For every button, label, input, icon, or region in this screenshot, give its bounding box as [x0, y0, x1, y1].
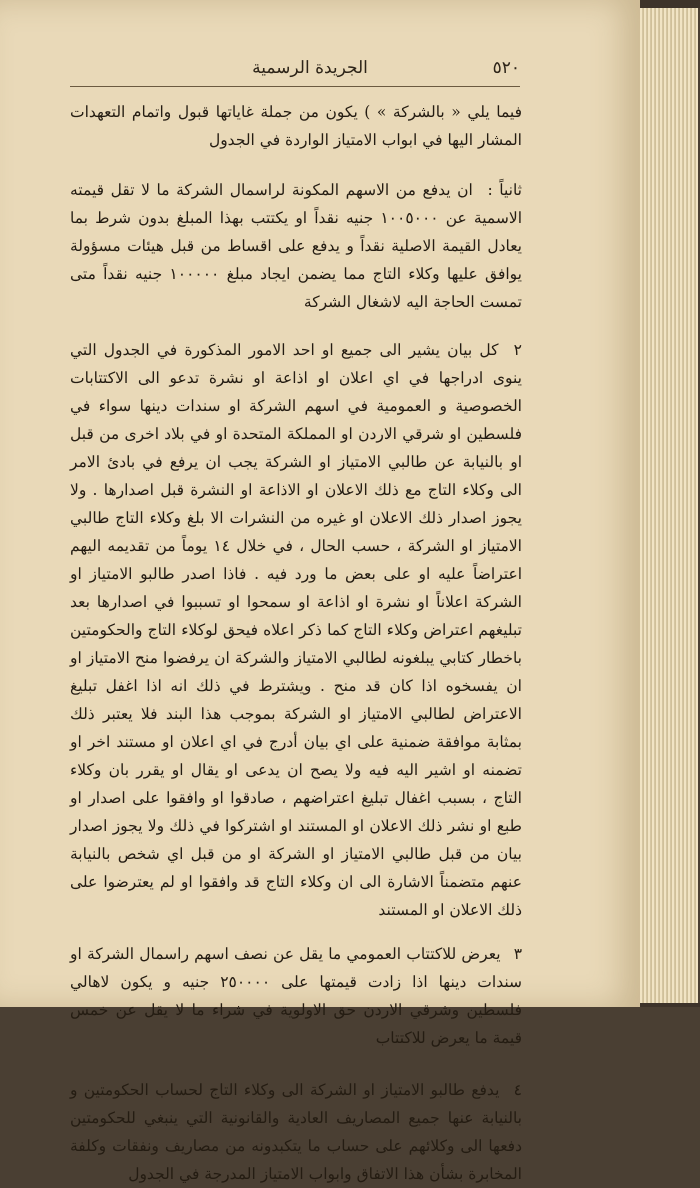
page-edges-bottom [640, 1003, 700, 1007]
page-edges-top [640, 0, 700, 8]
item-2-number: ٢ [513, 341, 522, 359]
item-3-text: يعرض للاكتتاب العمومي ما يقل عن نصف اسهم راسمال الشركة او سندات دينها اذا زادت قيمتها على ٢٥٠٠٠٠ جنيه و يكون لاهالي فلسطين وشرقي الاردن حق الاولوية في شراء ما لا يقل عن خمس قيمة ما يعرض للاكتتاب [70, 945, 522, 1047]
paragraph-second [70, 176, 522, 316]
paragraph-item-4 [70, 1076, 522, 1188]
item-4-text: يدفع طالبو الامتياز او الشركة الى وكلاء التاج لحساب الحكومتين و بالنيابة عنها جميع المصاريف العادية والقانونية التي ينبغي للحكومتين دفعها الى وكلائهم على حساب ما يتكبدونه من مصاريف ونفقات وكلفة المخابرة بشأن هذا الاتفاق وابواب الامتياز المدرجة في الجدول [70, 1081, 522, 1183]
paragraph-item-2 [70, 336, 522, 924]
running-title: الجريدة الرسمية [252, 58, 368, 78]
paragraph-item-3 [70, 940, 522, 1052]
paragraph-second-label: ثانياً : [487, 181, 522, 199]
paragraph-intro: فيما يلي « بالشركة » ) يكون من جملة غاياتها قبول واتمام التعهدات المشار اليها في ابواب الامتياز الواردة في الجدول [70, 103, 522, 149]
item-3-number: ٣ [513, 945, 523, 963]
page-edges [640, 8, 698, 1003]
document-body [70, 98, 522, 1188]
header-rule [70, 86, 520, 87]
item-2-text: كل بيان يشير الى جميع او احد الامور المذكورة في الجدول التي ينوى ادراجها في اي اعلان او اذاعة او نشرة تدعو الى الاكتتابات الخصوصية و العمومية في اسهم الشركة او سندات دينها سواء في فلسطين او شرقي الاردن او المملكة المتحدة او في بلاد اخرى من قبل او بالنيابة عن طالبي الامتياز او الشركة يجب ان يرفع في بادئ الامر الى وكلاء التاج مع ذلك الاعلان او الاذاعة او النشرة قبل اصدارها . ولا يجوز اصدار ذلك الاعلان او غيره من النشرات الا بلغ وكلاء التاج طالبي الامتياز او الشركة ، حسب الحال ، في خلال ١٤ يوماً من تقديمه اليهم اعتراضاً عليه او على بعض ما ورد فيه . فاذا اصدر طالبو الامتياز او الشركة اعلاناً او نشرة او اذاعة او سمحوا او تسببوا في اصدارها بعد تبليغهم اعتراض وكلاء التاج كما ذكر اعلاه فيحق لوكلاء التاج والحكومتين باخطار كتابي يبلغونه لطالبي الامتياز والشركة ان يرفضوا منح الامتياز او ان يفسخوه اذا كان قد منح . ويشترط في ذلك انه اذا اغفل تبليغ الاعتراض لطالبي الامتياز او الشركة بموجب هذا البند فلا يعتبر ذلك بمثابة موافقة ضمنية على اي بيان أدرج في اي اعلان او مستند اخر او تضمنه او اشير اليه فيه ولا يصح ان يدعى او يقال او يقرر بان وكلاء التاج ، بسبب اغفال تبليغ اعتراضهم ، صادقوا او وافقوا على اصدار او طبع او نشر ذلك الاعلان او المستند او اشتركوا في ذلك ولا يجوز اصدار بيان من قبل طالبي الامتياز او الشركة او من قبل اي شخص بالنيابة عنهم متضمناً الاشارة الى ان وكلاء التاج قد وافقوا او لم يعترضوا على ذلك الاعلان او المستند [70, 341, 522, 919]
page-header [70, 58, 520, 84]
item-4-number: ٤ [513, 1081, 522, 1099]
page-number: ٥٢٠ [492, 58, 520, 78]
paragraph-second-text: ان يدفع من الاسهم المكونة لراسمال الشركة ما لا تقل قيمته الاسمية عن ١٠٠٥٠٠٠ جنيه نقداً او يكتتب بهذا المبلغ بدون شرط بما يعادل القيمة الاصلية نقداً و يدفع على اقساط من قبل هيئات مسؤولة يوافق عليها وكلاء التاج مما يضمن ايجاد مبلغ ١٠٠٠٠٠ جنيه نقداً متى تمست الحاجة اليه لاشغال الشركة [70, 181, 523, 311]
